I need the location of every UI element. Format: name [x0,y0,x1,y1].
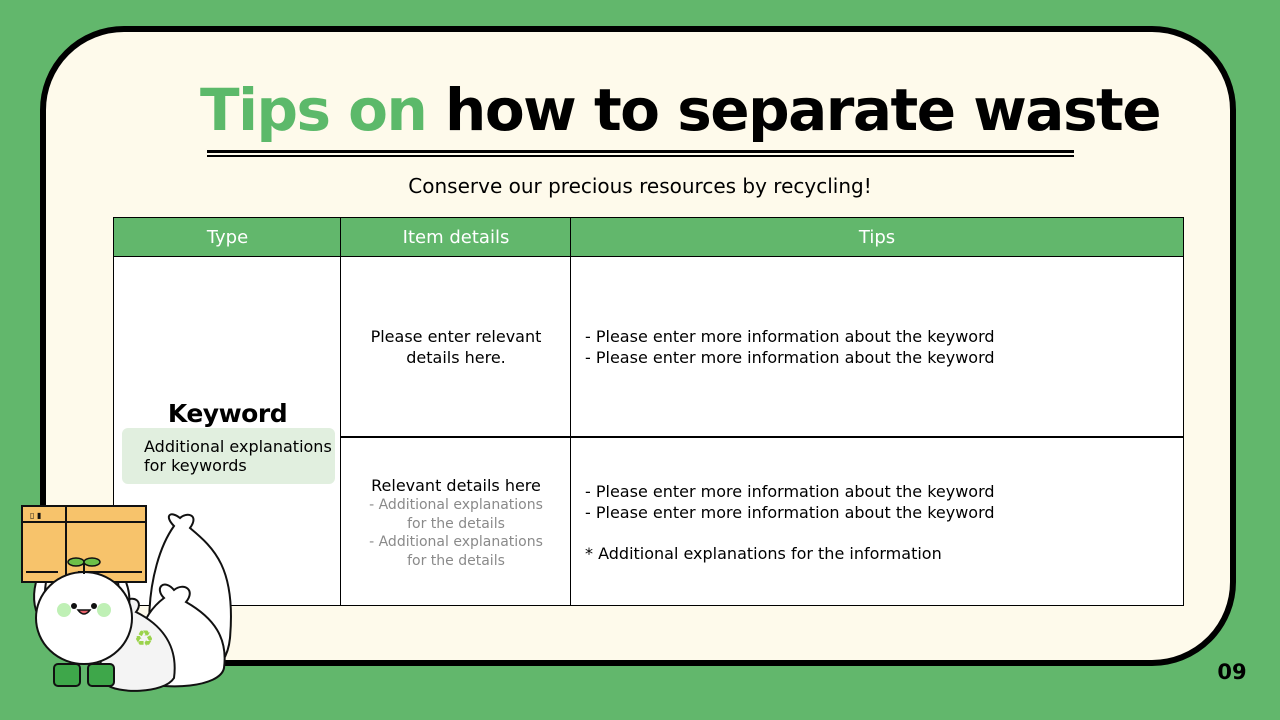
page-number: 09 [1217,660,1247,684]
row2-details-note-1: - Additional explanations for the details [369,497,543,532]
subtitle: Conserve our precious resources by recycling! [408,174,872,198]
recycling-mascot-illustration [14,498,254,698]
table-header-row [114,218,1183,257]
row2-tip-2: - Please enter more information about the keyword [585,503,995,522]
header-type: Type [206,227,249,248]
title-underline [207,150,1074,153]
row2-details [362,475,550,570]
row2-details-note-2: - Additional explanations for the details [369,534,543,569]
svg-text:▯ ▮: ▯ ▮ [30,511,42,520]
header-item-details: Item details [402,227,510,248]
table-divider-2 [570,218,571,605]
row2-tip-1: - Please enter more information about the keyword [585,482,995,501]
header-tips: Tips [858,227,896,248]
keyword-note: Additional explanations for keywords [122,428,335,484]
title-accent: Tips on [200,76,427,144]
row2-details-title: Relevant details here [371,476,541,495]
row1-tips [585,326,1175,368]
title-underline-second [207,155,1074,157]
row2-tips [585,481,1175,564]
row2-tips-note: * Additional explanations for the information [585,544,942,563]
waste-table [113,217,1184,606]
title-rest: how to separate waste [445,76,1161,144]
row1-details: Please enter relevant details here. [370,327,542,367]
row1-tip-2: - Please enter more information about the keyword [585,348,995,367]
row-divider [341,436,1183,438]
keyword-label: Keyword [167,399,288,428]
table-divider-1 [340,218,341,605]
page-title [200,74,1161,146]
row1-tip-1: - Please enter more information about the keyword [585,327,995,346]
recycle-icon: ♻ [134,627,154,652]
